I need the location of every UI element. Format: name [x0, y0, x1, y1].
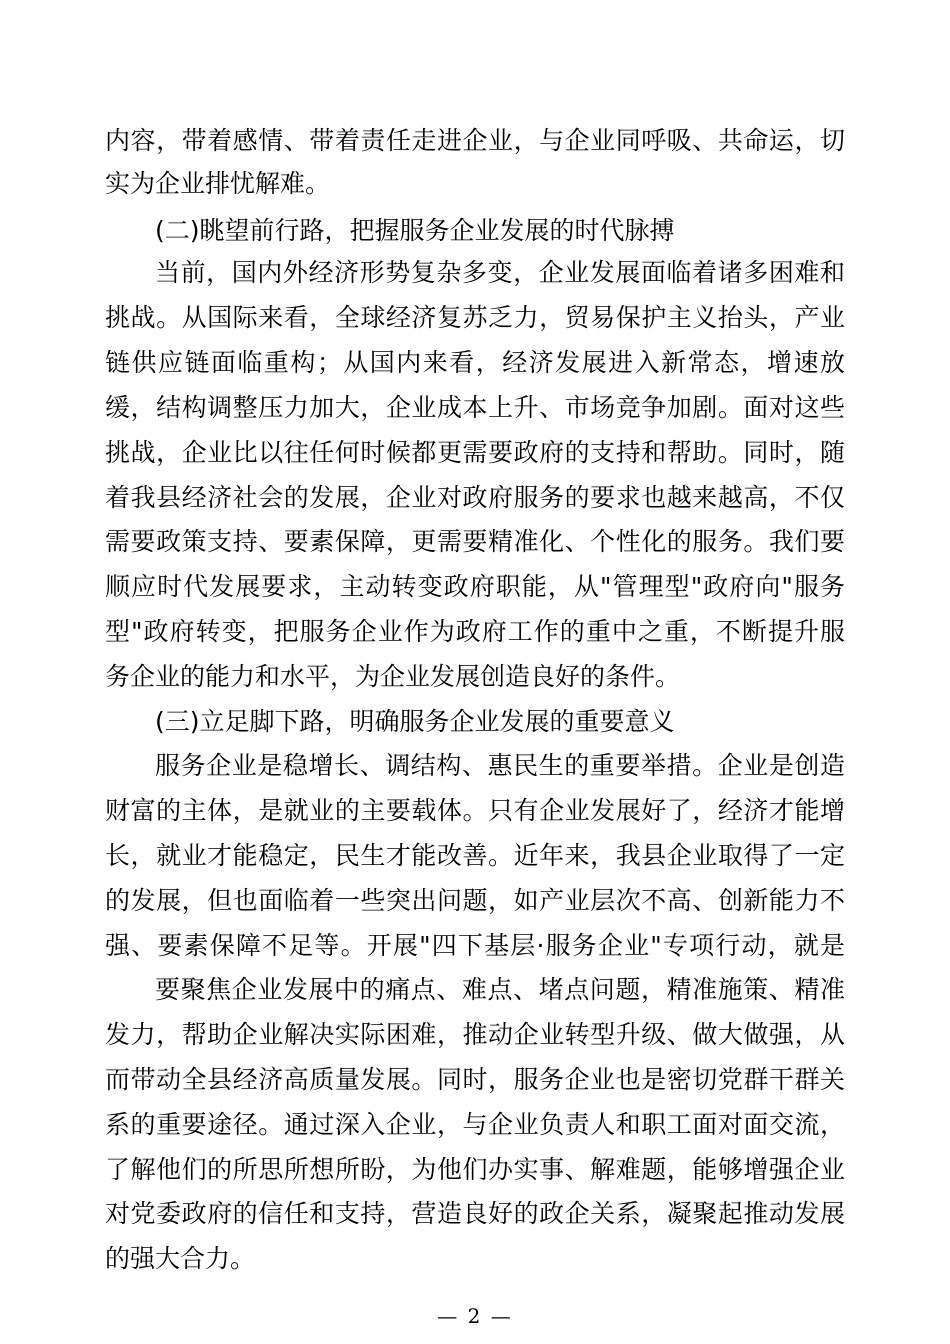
text-line: 的强大合力。	[105, 1244, 256, 1273]
text-line: 要聚焦企业发展中的痛点、难点、堵点问题，精准施策、精准	[155, 975, 845, 1004]
page-number: — 2 —	[437, 1304, 513, 1328]
text-line: 缓，结构调整压力加大，企业成本上升、市场竞争加剧。面对这些	[105, 393, 845, 422]
text-line: 链供应链面临重构；从国内来看，经济发展进入新常态，增速放	[105, 348, 845, 377]
text-line: 型"政府转变，把服务企业作为政府工作的重中之重，不断提升服	[105, 617, 845, 646]
text-line: 发力，帮助企业解决实际困难，推动企业转型升级、做大做强，从	[105, 1020, 845, 1049]
text-line: 顺应时代发展要求，主动转变政府职能，从"管理型"政府向"服务	[105, 572, 845, 601]
text-line: 了解他们的所思所想所盼，为他们办实事、解难题，能够增强企业	[105, 1155, 845, 1184]
text-line: 的发展，但也面临着一些突出问题，如产业层次不高、创新能力不	[105, 886, 845, 915]
section-heading: (二)眺望前行路，把握服务企业发展的时代脉搏	[155, 216, 675, 245]
text-line: 挑战。从国际来看，全球经济复苏乏力，贸易保护主义抬头，产业	[105, 303, 845, 332]
text-line: 强、要素保障不足等。开展"四下基层·服务企业"专项行动，就是	[105, 931, 845, 960]
text-line: 长，就业才能稳定，民生才能改善。近年来，我县企业取得了一定	[105, 841, 845, 870]
text-line: 着我县经济社会的发展，企业对政府服务的要求也越来越高，不仅	[105, 483, 845, 512]
text-line: 挑战，企业比以往任何时候都更需要政府的支持和帮助。同时，随	[105, 438, 845, 467]
text-line: 而带动全县经济高质量发展。同时，服务企业也是密切党群干群关	[105, 1065, 845, 1094]
text-line: 财富的主体，是就业的主要载体。只有企业发展好了，经济才能增	[105, 796, 845, 825]
text-line: 服务企业是稳增长、调结构、惠民生的重要举措。企业是创造	[155, 751, 845, 780]
text-line: 内容，带着感情、带着责任走进企业，与企业同呼吸、共命运，切	[105, 126, 845, 155]
text-line: 需要政策支持、要素保障，更需要精准化、个性化的服务。我们要	[105, 527, 845, 556]
text-line: 实为企业排忧解难。	[105, 169, 331, 198]
text-line: 对党委政府的信任和支持，营造良好的政企关系，凝聚起推动发展	[105, 1199, 845, 1228]
section-heading: (三)立足脚下路，明确服务企业发展的重要意义	[155, 707, 675, 736]
text-line: 系的重要途径。通过深入企业，与企业负责人和职工面对面交流，	[105, 1110, 845, 1139]
text-line: 当前，国内外经济形势复杂多变，企业发展面临着诸多困难和	[155, 258, 845, 287]
text-line: 务企业的能力和水平，为企业发展创造良好的条件。	[105, 662, 681, 691]
